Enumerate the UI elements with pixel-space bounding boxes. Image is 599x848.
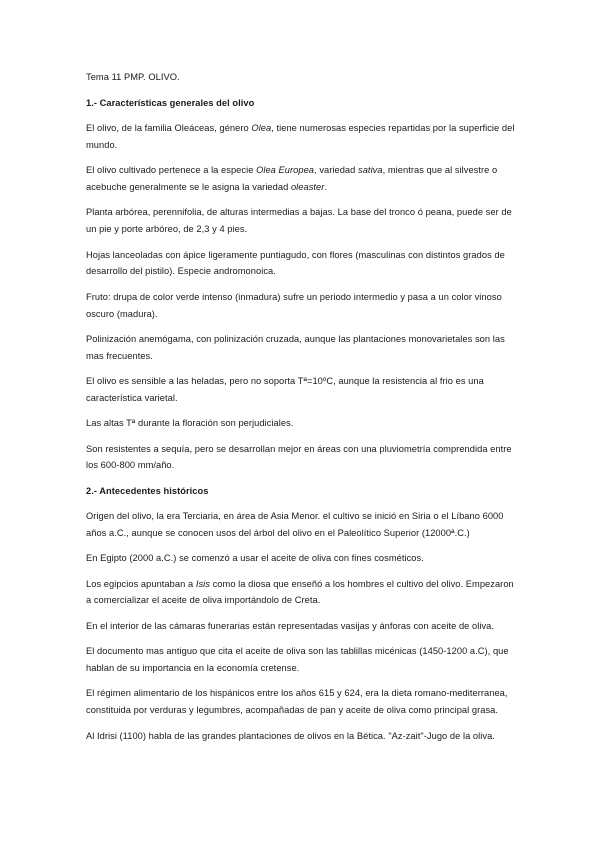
paragraph-isis: Los egipcios apuntaban a Isis como la diosa que enseñó a los hombres el cultivo del olivo. Empezaron a comercializar el aceite de oliva importándolo de Creta. xyxy=(86,578,514,606)
paragraph-planta: Planta arbórea, perennifolia, de alturas intermedias a bajas. La base del tronco ó peana, puede ser de un pie y porte arbóreo, de 2,3 y 4 pies. xyxy=(86,207,512,235)
paragraph-heladas: El olivo es sensible a las heladas, pero no soporta Tª=10ºC, aunque la resistencia al frio es una característica varietal. xyxy=(86,376,484,403)
document-body xyxy=(86,69,516,753)
paragraph-regimen: El régimen alimentario de los hispánicos entre los años 615 y 624, era la dieta romano-mediterranea, constituida por verduras y legumbres, acompañadas de pan y aceite de oliva como principal grasa. xyxy=(86,688,508,716)
section-1-heading: 1.- Características generales del olivo xyxy=(86,97,255,108)
paragraph-sequia: Son resistentes a sequía, pero se desarrollan mejor en áreas con una pluviometría comprendida entre los 600-800 mm/año. xyxy=(86,443,512,471)
paragraph-origen: Origen del olivo, la era Terciaria, en área de Asia Menor. el cultivo se inició en Siria o el Líbano 6000 años a.C., aunque se conocen usos del árbol del olivo en el Paleolítico Superior (12000ª.C.) xyxy=(86,511,504,538)
paragraph-al-idrisi: Al Idrisi (1100) habla de las grandes plantaciones de olivos en la Bética. "Az-zait"-Jugo de la oliva. xyxy=(86,730,495,741)
paragraph-hojas: Hojas lanceoladas con ápice ligeramente puntiagudo, con flores (masculinas con distintos grados de desarrollo del pistilo). Especie andromonoica. xyxy=(86,249,505,277)
paragraph-tablillas: El documento mas antiguo que cita el aceite de oliva son las tablillas micénicas (1450-1200 a.C), que hablan de su importancia en la economía cretense. xyxy=(86,646,509,674)
paragraph-fruto: Fruto: drupa de color verde intenso (inmadura) sufre un periodo intermedio y pasa a un color vinoso oscuro (madura). xyxy=(86,291,502,319)
paragraph-camaras-funerarias: En el interior de las cámaras funerarias están representadas vasijas y ánforas con aceite de oliva. xyxy=(86,620,495,631)
paragraph-polinizacion: Polinización anemógama, con polinización cruzada, aunque las plantaciones monovarietales son las mas frecuentes. xyxy=(86,333,505,361)
paragraph-olivo-familia: El olivo, de la familia Oleáceas, género Olea, tiene numerosas especies repartidas por la superficie del mundo. xyxy=(86,122,515,150)
paragraph-olivo-cultivado: El olivo cultivado pertenece a la especie Olea Europea, variedad sativa, mientras que al silvestre o acebuche generalmente se le asigna la variedad oleaster. xyxy=(86,165,498,192)
paragraph-egipto: En Egipto (2000 a.C.) se comenzó a usar el aceite de oliva con fines cosméticos. xyxy=(86,553,424,564)
section-2-heading: 2.- Antecedentes históricos xyxy=(86,485,209,496)
document-title: Tema 11 PMP. OLIVO. xyxy=(86,72,180,82)
paragraph-floracion: Las altas Tª durante la floración son perjudiciales. xyxy=(86,418,294,429)
